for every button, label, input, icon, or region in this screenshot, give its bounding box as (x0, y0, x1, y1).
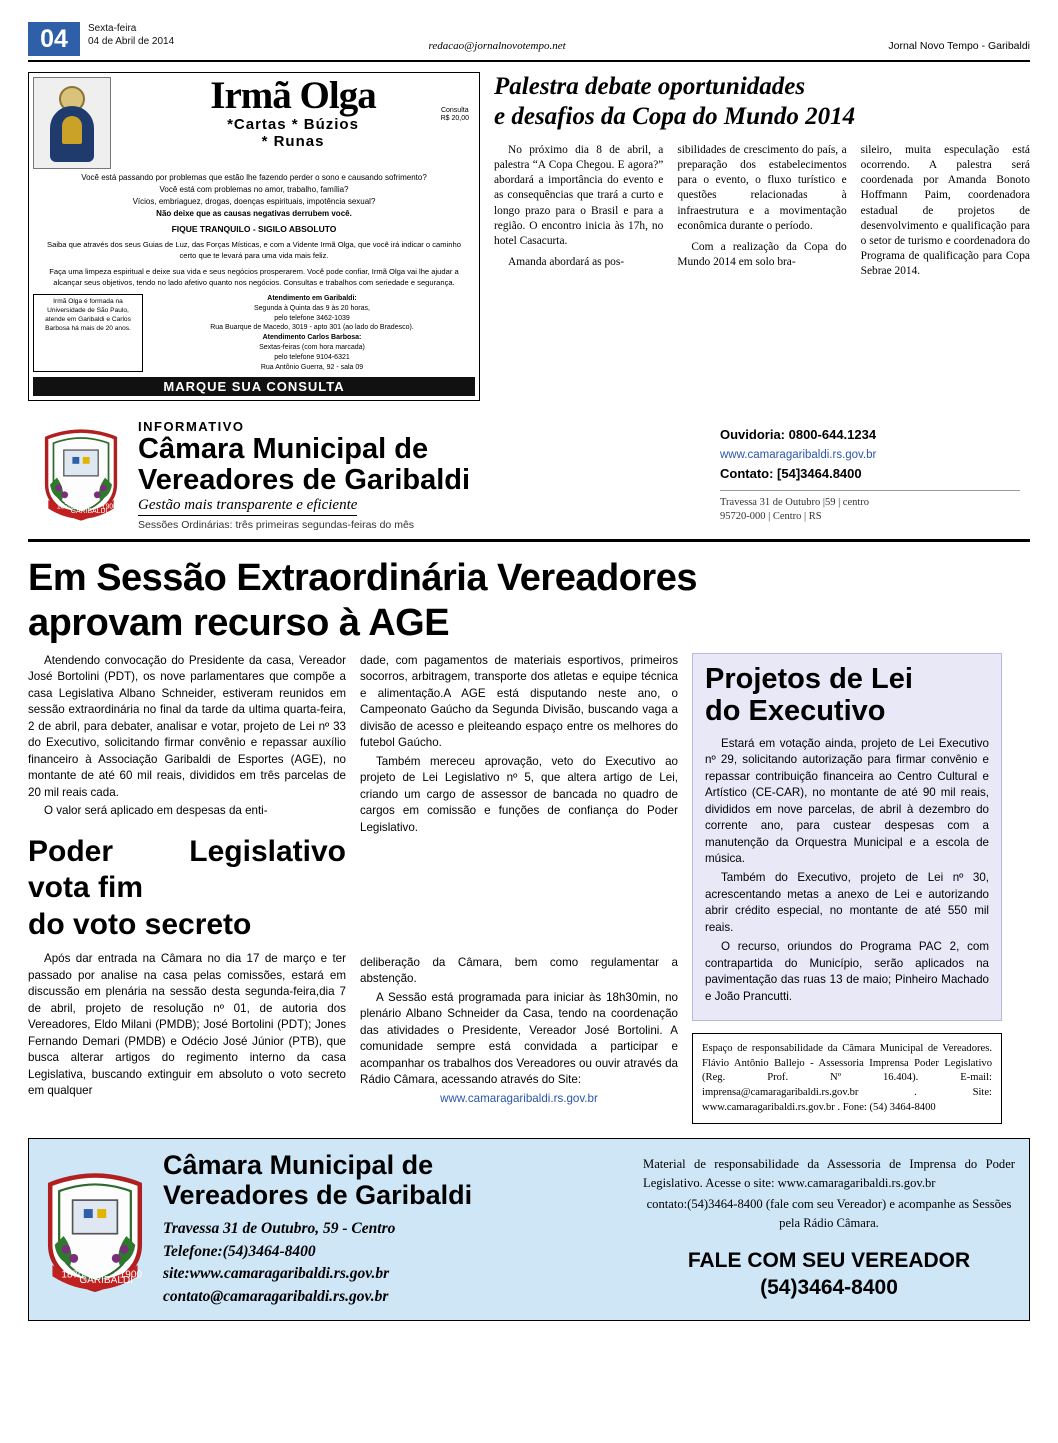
svg-text:GARIBALDI: GARIBALDI (70, 507, 108, 515)
ad-schedule-title: Atendimento em Garibaldi: (267, 295, 357, 302)
ad-schedule-2: pelo telefone 3462-1039 (274, 314, 350, 322)
ad-subtitle-2: * Runas (261, 133, 325, 151)
projetos-title-line1: Projetos de Lei (705, 663, 913, 696)
ad-schedule (149, 294, 475, 372)
svg-text:1900: 1900 (101, 503, 117, 511)
informativo-title-line1: Câmara Municipal de (138, 433, 429, 466)
projetos-title (705, 664, 989, 728)
editorial-email: redacao@jornalnovotempo.net (428, 40, 566, 52)
ad-call-to-action: MARQUE SUA CONSULTA (33, 377, 475, 396)
ad-schedule-3: Rua Buarque de Macedo, 3019 - apto 301 (ao lado do Bradesco). (210, 324, 414, 332)
saint-figure-image (33, 77, 111, 169)
top-article-col-1 (494, 143, 663, 285)
main-body (28, 653, 1030, 1124)
ad-schedule-5: Sextas-feiras (com hora marcada) (259, 343, 365, 351)
ad-bullet-1: Você está passando por problemas que estão lhe fazendo perder o sono e causando sofrimento? (81, 173, 427, 182)
top-article-title (494, 72, 1030, 131)
projetos-p1: Estará em votação ainda, projeto de Lei Executivo nº 29, solicitando autorização para firmar convênio e repassar contribuição financeira ao Centro Cultural e Artístico (CE-CAR), no montante de até 90 mil reais, divididos em nove parcelas, de abril à dezembro do corrente ano, para custear despesas com a manutenção da Orquestra Municipal e a escola de música. (705, 736, 989, 865)
weekday-label: Sexta-feira (88, 23, 137, 34)
story2-c1-p1: Após dar entrada na Câmara no dia 17 de março e ter passado por analise na casa pelas comissões, estará em discussão em plenária na sessão desta segunda-feira,dia 7 de abril, projeto de resolução nº 01, de autoria dos Vereadores, Eldo Milani (PMDB); José Bortolini (PDT); Jones Fernando Demari (PMDB) e Odécio José Júnior (PTB), que busca alterar artigos do regimento interno da casa Legislativa, buscando extinguir em absoluto o voto secreto em qualquer (28, 952, 346, 1097)
footer-banner (28, 1138, 1030, 1321)
issue-date (88, 22, 174, 48)
story2-c2-p2: A Sessão está programada para iniciar às 18h30min, no plenário Albano Schneider da Casa, tendo na coordenação das atividades o Presidente, Vereador José Bortolini. A comunidade sempre está convidada a participar e acompanhar os trabalhos dos Vereadores ou ouvir através da Rádio Câmara, acessando através do Site: (360, 990, 678, 1087)
body-column-1 (28, 653, 346, 1124)
sidebar-column (692, 653, 1002, 1124)
ad-body-1: Saiba que através dos seus Guias de Luz, das Forças Místicas, e com a Vidente Irmã Olga, que você irá indicar o caminho certo que te levará para uma vida mais feliz. (47, 240, 461, 260)
top-article-c1-p1: No próximo dia 8 de abril, a palestra “A Copa Chegou. E agora?” abordará a importância do evento e as consequências que trará a curto e longo prazo para o Brasil e para a região. O encontro inicia às 17h, no hotel Casacurta. (494, 144, 664, 247)
top-article-c2-p1: sibilidades de crescimento do país, a preparação dos estabelecimentos para o evento, o fluxo turístico e questões relacionadas à infraestrutura e a movimentação econômica durante o período. (677, 144, 847, 232)
ad-bullet-2: Você está com problemas no amor, trabalho, família? (159, 185, 349, 194)
story2-subhead-line2: do voto secreto (28, 907, 252, 941)
projetos-de-lei-box (692, 653, 1002, 1021)
top-article-col-3 (861, 143, 1030, 285)
footer-email-line[interactable]: contato@camaragaribaldi.rs.gov.br (163, 1287, 389, 1305)
ad-price (441, 107, 469, 122)
footer-phone-line: Telefone:(54)3464-8400 (163, 1242, 316, 1260)
top-article-col-2 (677, 143, 846, 285)
top-article-title-line2: e desafios da Copa do Mundo 2014 (494, 102, 856, 130)
svg-text:GARIBALDI: GARIBALDI (79, 1274, 134, 1286)
contact-phone: Contato: [54]3464.8400 (720, 466, 862, 482)
footer-cta (643, 1247, 1015, 1302)
responsibility-notice: Espaço de responsabilidade da Câmara Municipal de Vereadores. Flávio Antônio Ballejo - Assessoria Imprensa Poder Legislativo (Reg. Prof. Nº 16.404). E-mail: imprensa@camaragaribaldi.rs.gov.br . Site: www.camaragaribaldi.rs.gov.br . Fone: (54) 3464-8400 (692, 1033, 1002, 1124)
footer-title-line1: Câmara Municipal de (163, 1150, 434, 1181)
story1-c1-p1: Atendendo convocação do Presidente da casa, Vereador José Bortolini (PDT), os nove parlamentares que compõe a casa Legislativa Albano Schneider, estiveram reunidos em sessão extraordinária no final da tarde da ultima quarta-feira, 2 de abril, para debater, analisar e votar, projeto de Lei nº 33 do Executivo, solicitando firmar convênio e repassar auxílio financeiro à Associação Garibaldi de Esportes (AGE), no montante de até 60 mil reais, divididos em três parcelas de 20 mil reais cada. (28, 654, 346, 799)
paper-name: Jornal Novo Tempo - Garibaldi (888, 40, 1030, 52)
informativo-kicker: INFORMATIVO (138, 419, 245, 435)
ad-body-2: Faça uma limpeza espiritual e deixe sua vida e seus negócios prosperarem. Você pode confiar, Irmã Olga vai lhe ajudar a alcançar seus objetivos, tendo no lado afetivo quanto nos negócios. Consultas e trabalhos com seriedade e segurança. (49, 267, 459, 287)
ad-header (33, 74, 475, 169)
advertisement-irma-olga (28, 72, 480, 401)
top-article (494, 72, 1030, 401)
masthead (28, 22, 1030, 62)
story1-c2-p2: Também mereceu aprovação, veto do Executivo ao projeto de Lei Legislativo nº 5, que altera artigo de Lei, criando um cargo de assessor de bancada no quadro de cargos em comissão e funções de confiança do Poder Legislativo. (360, 754, 678, 834)
projetos-title-line2: do Executivo (705, 694, 886, 727)
footer-note-2: contato:(54)3464-8400 (fale com seu Vereador) e acompanhe as Sessões pela Rádio Câmara. (646, 1196, 1012, 1230)
ad-bullets (33, 172, 475, 220)
camara-website-link[interactable]: www.camaragaribaldi.rs.gov.br (720, 448, 877, 461)
main-headline-line2: aprovam recurso à AGE (28, 602, 450, 645)
projetos-p2: Também do Executivo, projeto de Lei nº 30, acrescentando metas a anexo de Lei e autorizando abrir crédito especial, no montante de até 550 mil reais. (705, 871, 989, 934)
main-headline (28, 556, 1030, 647)
footer-note-1: Material de responsabilidade da Assessoria de Imprensa do Poder Legislativo. Acesse o site: www.camaragaribaldi.rs.gov.br (643, 1157, 1015, 1190)
projetos-p3: O recurso, oriundos do Programa PAC 2, com contrapartida do Município, serão aplicados na pavimentação das ruas 13 de maio; Pinheiro Machado e João Prancutti. (705, 940, 989, 1003)
ad-price-value: R$ 20,00 (440, 114, 469, 122)
footer-left (29, 1139, 629, 1320)
city-crest-footer-icon (39, 1171, 151, 1289)
story2-site-link[interactable]: www.camaragaribaldi.rs.gov.br (440, 1091, 598, 1105)
footer-title-line2: Vereadores de Garibaldi (163, 1179, 473, 1210)
page-number: 04 (28, 22, 80, 56)
footer-right (629, 1139, 1029, 1320)
ad-subtitle-1: *Cartas * Búzios (227, 116, 359, 134)
informativo-titles (138, 419, 720, 530)
story2-c2-p1: deliberação da Câmara, bem como regulamentar a abstenção. (360, 956, 678, 986)
footer-cta-line2: (54)3464-8400 (760, 1275, 898, 1299)
svg-text:1870: 1870 (61, 1269, 84, 1281)
informativo-title-line2: Vereadores de Garibaldi (138, 464, 471, 497)
top-article-c2-p2: Com a realização da Copa do Mundo 2014 em solo bra- (677, 240, 847, 269)
main-headline-line1: Em Sessão Extraordinária Vereadores (28, 556, 697, 599)
story2-subhead-line1: Poder Legislativo vota fim (28, 834, 346, 905)
ad-credentials: Irmã Olga é formada na Universidade de São Paulo, atende em Garibaldi e Carlos Barbosa há mais de 20 anos. (33, 294, 143, 372)
story1-c1-p2: O valor será aplicado em despesas da enti- (44, 804, 268, 818)
footer-cta-line1: FALE COM SEU VEREADOR (687, 1248, 971, 1272)
footer-address (163, 1218, 472, 1308)
top-article-c1-p2: Amanda abordará as pos- (508, 256, 625, 269)
address-line-1: Travessa 31 de Outubro |59 | centro (720, 496, 870, 508)
section-divider (28, 539, 1030, 542)
top-article-columns (494, 143, 1030, 285)
ad-columns (33, 294, 475, 372)
ad-bullet-4: Não deixe que as causas negativas derrubem você. (156, 209, 352, 218)
informativo-contact (720, 425, 1020, 525)
ad-bullet-3: Vícios, embriaguez, drogas, doenças espirituais, impotência sexual? (132, 197, 376, 206)
ad-schedule-4: Atendimento Carlos Barbosa: (262, 334, 362, 342)
svg-text:1900: 1900 (119, 1269, 143, 1281)
ad-title: Irmã Olga (210, 74, 376, 117)
ad-schedule-1: Segunda à Quinta das 9 às 20 horas, (254, 304, 370, 312)
date-label: 04 de Abril de 2014 (88, 35, 175, 47)
ad-schedule-6: pelo telefone 9104-6321 (274, 353, 350, 361)
footer-identity (163, 1151, 472, 1308)
camara-address (720, 490, 1020, 525)
informativo-header (28, 419, 1030, 530)
ad-schedule-7: Rua Antônio Guerra, 92 - sala 09 (260, 363, 364, 371)
address-line-2: 95720-000 | Centro | RS (720, 511, 822, 523)
story1-c2-p1: dade, com pagamentos de materiais esportivos, primeiros socorros, arbitragem, transporte dos atletas e equipe técnica e alimentação.A AGE está disputando neste ano, o Campeonato Gaúcho da Segunda Divisão, buscando vaga a divisão de acesso e pleiteando espaço entre os melhores do futebol Gaúcho. (360, 654, 678, 750)
top-section (28, 72, 1030, 401)
city-crest-icon (38, 427, 124, 523)
ad-price-label: Consulta (440, 107, 469, 114)
story2-subhead (28, 834, 346, 944)
top-article-title-line1: Palestra debate oportunidades (494, 73, 806, 100)
ad-trust-line: FIQUE TRANQUILO - SIGILO ABSOLUTO (171, 224, 337, 234)
body-column-2 (360, 653, 678, 1124)
svg-text:1870: 1870 (56, 503, 73, 511)
ouvidoria-phone: Ouvidoria: 0800-644.1234 (720, 427, 877, 443)
informativo-sessions: Sessões Ordinárias: três primeiras segundas-feiras do mês (138, 518, 415, 531)
column-spacer (360, 838, 678, 955)
ad-title-block (111, 74, 475, 151)
footer-address-line: Travessa 31 de Outubro, 59 - Centro (163, 1220, 396, 1238)
top-article-c3-p1: sileiro, muita especulação está ocorrendo. A palestra será coordenada por Amanda Bonoto Hoffmann Paim, coordenadora estadual de projetos de desenvolvimento e qualificação para o setor de turismo e coordenadora do Programa de qualificação para Copa Sebrae 2014. (860, 144, 1030, 278)
informativo-slogan: Gestão mais transparente e eficiente (138, 497, 357, 516)
footer-site-line[interactable]: site:www.camaragaribaldi.rs.gov.br (163, 1265, 390, 1283)
